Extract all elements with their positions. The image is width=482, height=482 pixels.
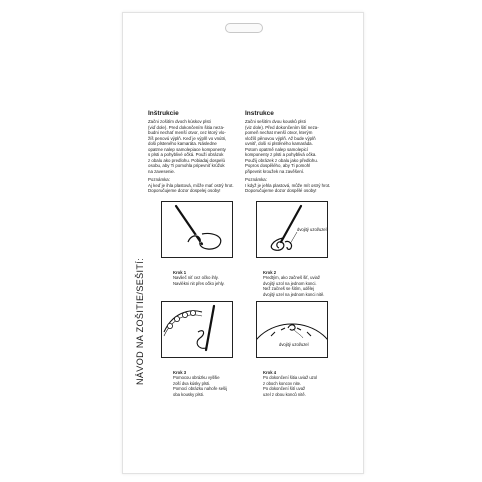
step-2-knot-label: dvojitý uzol/uzel <box>297 227 327 232</box>
step-1-illustration <box>161 201 233 258</box>
needle-thread-icon <box>162 202 232 257</box>
knot-icon <box>257 202 327 257</box>
step-2-illustration <box>256 201 328 258</box>
body-czech: Začni sešitím dvou kousků plsti (viz dole). Před dokončením šití neza- pomeň nechat menší otvor, kterým vložíš pěnovou výplň. Až bude výplň uvnitř, doši si plstěného kamaráda. Potom opatrně nalep samolepicí komponenty z plsti a pohyblivá očka. Použij obrázek z obalu jako předlohu. Popros dospělého, aby Ti pomohl připevnit kroužek na zavěšení. <box>245 119 319 174</box>
step-4-text: Po dokončení šitia uviaž uzol z oboch koncov nite. Po dokončení šití uvaž uzel z obou konců nitě. <box>263 375 318 397</box>
step-2-title: Krok 2 <box>263 270 277 275</box>
step-4-illustration <box>256 301 328 358</box>
step-4-knot-label: dvojitý uzol/uzel <box>279 342 309 347</box>
body-slovak: Začni zošitím dvoch kúskov plsti (viď dole). Pred dokončením šitia neza- budni nechať menší otvor, cez ktorý vlo- žíš penovú výplň. Keď je výplň vo vnútri, doši plsteného kamaráta. Následne opatrne nalep samolepiace komponenty s plsti a pohyblivé očká. Použi obrázok z obalu ako predlohu. Pobiadaj dospelú osobu, aby Ti pomohla pripevniť krúžok na zavesenie. <box>148 119 227 174</box>
step-4-title: Krok 4 <box>263 370 277 375</box>
step-1-text: Navlieč niť cez očko ihly. Navlékni nit přes očko jehly. <box>173 275 225 286</box>
step-2-caption <box>263 270 353 297</box>
heading-slovak: Inštrukcie <box>148 110 179 117</box>
step-2-text: Predtým, ako začneš šiť, uviaž dvojitý uzol na jednom konci. Než začneš se šitím, udělej dvojitý uzel na jednom konci nitě. <box>263 275 325 297</box>
step-1-caption <box>173 270 263 286</box>
instructions-slovak <box>148 110 246 194</box>
note-body-slovak: Aj keď je ihla plastová, môže mať ostrý hrot. Doporučujeme dozor dospelej osoby! <box>148 182 234 193</box>
step-1-title: Krok 1 <box>173 270 187 275</box>
heading-czech: Instrukce <box>245 110 274 117</box>
instruction-card <box>122 12 364 474</box>
step-4-caption <box>263 370 353 397</box>
note-title-slovak: Poznámka: <box>148 177 170 182</box>
step-3-text: Pomocou obrázku vyššie zoší dva kúsky plsti. Pomocí obrázku nahoře sešij oba kousky plsti. <box>173 375 227 397</box>
instructions-czech <box>245 110 343 194</box>
step-3-illustration <box>161 301 233 358</box>
note-body-czech: I když je jehla plastová, může mít ostrý hrot. Doporučujeme dozor dospělé osoby! <box>245 182 331 193</box>
step-3-title: Krok 3 <box>173 370 187 375</box>
vertical-title: NÁVOD NA ZOŠITIE/SEŠITÍ: <box>135 257 145 385</box>
note-title-czech: Poznámka: <box>245 177 267 182</box>
hang-hole <box>225 23 263 33</box>
final-knot-icon <box>257 302 327 357</box>
step-3-caption <box>173 370 263 397</box>
sewing-icon <box>162 302 232 357</box>
